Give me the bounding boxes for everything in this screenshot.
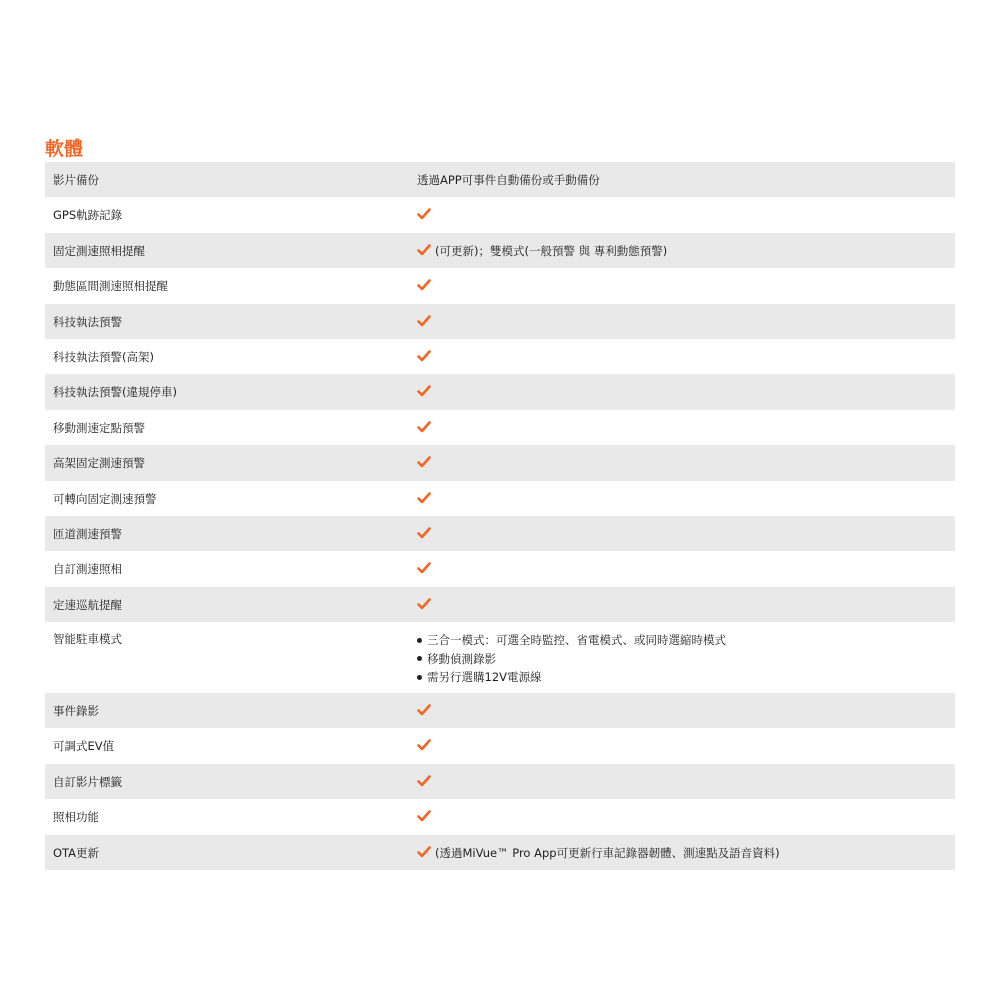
feature-value — [417, 384, 955, 400]
feature-value — [417, 314, 955, 330]
feature-value — [417, 243, 955, 259]
feature-label: 照相功能 — [53, 810, 99, 825]
table-row — [45, 410, 955, 445]
checkmark-icon — [417, 738, 431, 754]
feature-label: 自訂影片標籤 — [53, 774, 122, 789]
checkmark-icon — [417, 207, 431, 223]
feature-value — [417, 703, 955, 719]
feature-label: 科技執法預警 — [53, 314, 122, 329]
feature-value — [417, 491, 955, 507]
bullet-icon — [417, 656, 422, 661]
list-item — [417, 631, 726, 650]
feature-label: 智能駐車模式 — [53, 632, 122, 647]
spec-table — [45, 162, 955, 870]
checkmark-icon — [417, 526, 431, 542]
feature-value — [417, 526, 955, 542]
feature-label: OTA更新 — [53, 845, 100, 860]
feature-label: 科技執法預警(高架) — [53, 349, 154, 364]
feature-value-text: 透過APP可事件自動備份或手動備份 — [417, 173, 600, 187]
feature-label: 可調式EV值 — [53, 739, 115, 754]
feature-label: 移動測速定點預警 — [53, 420, 145, 435]
feature-value — [417, 561, 955, 577]
feature-value — [417, 455, 955, 471]
bullet-text: 需另行選購12V電源線 — [427, 670, 542, 685]
feature-label: GPS軌跡記錄 — [53, 208, 123, 223]
table-row — [45, 693, 955, 728]
feature-label: 固定測速照相提醒 — [53, 243, 145, 258]
table-row — [45, 481, 955, 516]
table-row — [45, 728, 955, 763]
list-item — [417, 668, 726, 687]
table-row — [45, 197, 955, 232]
feature-value-text: (可更新)；雙模式(一般預警 與 專利動態預警) — [435, 243, 668, 258]
checkmark-icon — [417, 809, 431, 825]
feature-label: 定速巡航提醒 — [53, 597, 122, 612]
feature-value — [417, 207, 955, 223]
table-row — [45, 516, 955, 551]
feature-label: 動態區間測速照相提醒 — [53, 279, 168, 294]
checkmark-icon — [417, 703, 431, 719]
bullet-list — [417, 631, 726, 687]
table-row — [45, 445, 955, 480]
checkmark-icon — [417, 349, 431, 365]
table-row — [45, 233, 955, 268]
table-row — [45, 304, 955, 339]
checkmark-icon — [417, 597, 431, 613]
feature-value — [417, 809, 955, 825]
bullet-text: 移動偵測錄影 — [427, 651, 496, 666]
feature-value — [417, 172, 955, 188]
feature-label: 匝道測速預警 — [53, 526, 122, 541]
feature-value — [417, 349, 955, 365]
checkmark-icon — [417, 384, 431, 400]
checkmark-icon — [417, 561, 431, 577]
feature-label: 可轉向固定測速預警 — [53, 491, 157, 506]
list-item — [417, 650, 726, 669]
feature-value — [417, 420, 955, 436]
checkmark-icon — [417, 243, 431, 259]
checkmark-icon — [417, 455, 431, 471]
table-row — [45, 339, 955, 374]
table-row — [45, 764, 955, 799]
checkmark-icon — [417, 278, 431, 294]
table-row — [45, 162, 955, 197]
checkmark-icon — [417, 314, 431, 330]
table-row — [45, 799, 955, 834]
table-row-parking-mode — [45, 622, 955, 693]
bullet-icon — [417, 675, 422, 680]
feature-label: 影片備份 — [53, 173, 99, 187]
table-row — [45, 551, 955, 586]
bullet-icon — [417, 638, 422, 643]
feature-label: 事件錄影 — [53, 704, 99, 719]
checkmark-icon — [417, 774, 431, 790]
section-title: 軟體 — [45, 138, 84, 160]
feature-value-text: (透過MiVue™ Pro App可更新行車記錄器韌體、測速點及語音資料) — [435, 845, 780, 860]
table-row — [45, 835, 955, 870]
feature-label: 自訂測速照相 — [53, 562, 122, 577]
feature-label: 科技執法預警(違規停車) — [53, 385, 177, 400]
bullet-text: 三合一模式：可選全時監控、省電模式、或同時選縮時模式 — [427, 633, 726, 648]
feature-value — [417, 738, 955, 754]
feature-value — [417, 631, 955, 687]
feature-value — [417, 597, 955, 613]
feature-value — [417, 278, 955, 294]
feature-label: 高架固定測速預警 — [53, 456, 145, 471]
checkmark-icon — [417, 845, 431, 861]
checkmark-icon — [417, 491, 431, 507]
table-row — [45, 268, 955, 303]
feature-value — [417, 774, 955, 790]
table-row — [45, 587, 955, 622]
table-row — [45, 374, 955, 409]
feature-value — [417, 845, 955, 861]
checkmark-icon — [417, 420, 431, 436]
